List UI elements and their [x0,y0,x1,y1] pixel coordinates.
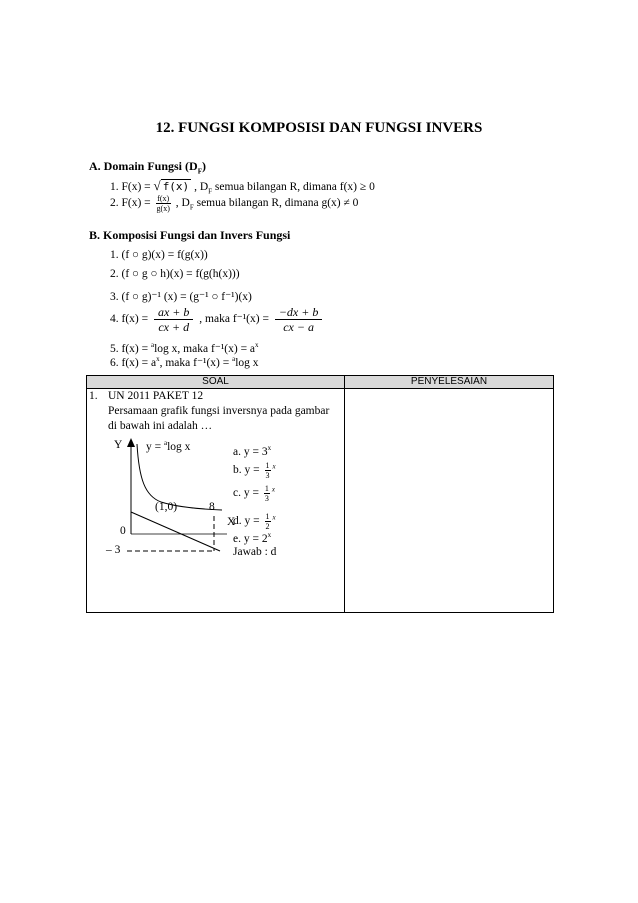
origin-label: 0 [120,525,126,537]
question-number: 1. [89,390,98,402]
option-b: b. y = $\frac{1}{3}$ $^x$ [233,461,276,480]
composition-item-5: 5. f(x) = $^a$log x, maka $f^{-1}(x) = a^x$ [110,341,259,355]
question-source: UN 2011 PAKET 12 [108,390,204,402]
domain-item-2: 2. F(x) = $\frac{f(x)}{g(x)}$ , $D_F$ semua bilangan R, dimana g(x) ≠ 0 [110,194,359,213]
fraction-f-over-g: $\frac{f(x)}{g(x)}$ [156,194,170,213]
question-line-1: Persamaan grafik fungsi inversnya pada gambar [108,405,330,417]
composition-item-2: 2. (f ○ g ○ h)(x) = f(g(h(x))) [110,268,240,280]
column-header-soal: SOAL [87,376,345,389]
curve-label: y = $^a$log x [146,439,191,453]
y-axis-label: Y [114,439,123,451]
option-e: e. $y = 2^x$ [233,531,272,545]
soal-table [86,375,554,613]
answer-text: Jawab : d [233,546,277,558]
section-b-heading: B. Komposisi Fungsi dan Invers Fungsi [89,228,291,242]
option-c: c. y = $\frac{1}{3}$ $^x$ [233,484,275,503]
option-d: d. y = $\frac{1}{2}$ $^x$ [233,512,276,531]
soal-cell [87,389,345,613]
domain-item-1: 1. F(x) = √ f(x) , $D_F$ semua bilangan R, dimana f(x) ≥ 0 [110,178,375,196]
point-label: (1,0) [155,501,178,513]
composition-item-3: 3. (f ○ g)⁻¹ (x) = (g⁻¹ ○ f⁻¹)(x) [110,291,252,303]
composition-item-1: 1. (f ○ g)(x) = f(g(x)) [110,249,208,261]
column-header-penyelesaian: PENYELESAIAN [345,376,554,389]
penyelesaian-cell [345,389,554,613]
composition-item-6: 6. $f(x) = a^x$, maka f⁻¹(x) = $^a$log x [110,355,259,369]
page-title: 12. FUNGSI KOMPOSISI DAN FUNGSI INVERS [155,120,483,136]
x-axis-label: X [227,516,236,528]
option-a: a. $y = 3^x$ [233,444,272,458]
x-mark-label: 8 [209,501,215,513]
question-line-2: di bawah ini adalah … [108,420,213,432]
section-a-heading: A. Domain Fungsi $(D_F)$ [89,159,206,176]
y-mark-label: – 3 [106,544,121,556]
composition-item-4: 4. f(x) = $\frac{ax + b}{cx + d}$ , maka f⁻¹(x) = $\frac{-dx + b}{cx - a}$ [110,305,325,334]
